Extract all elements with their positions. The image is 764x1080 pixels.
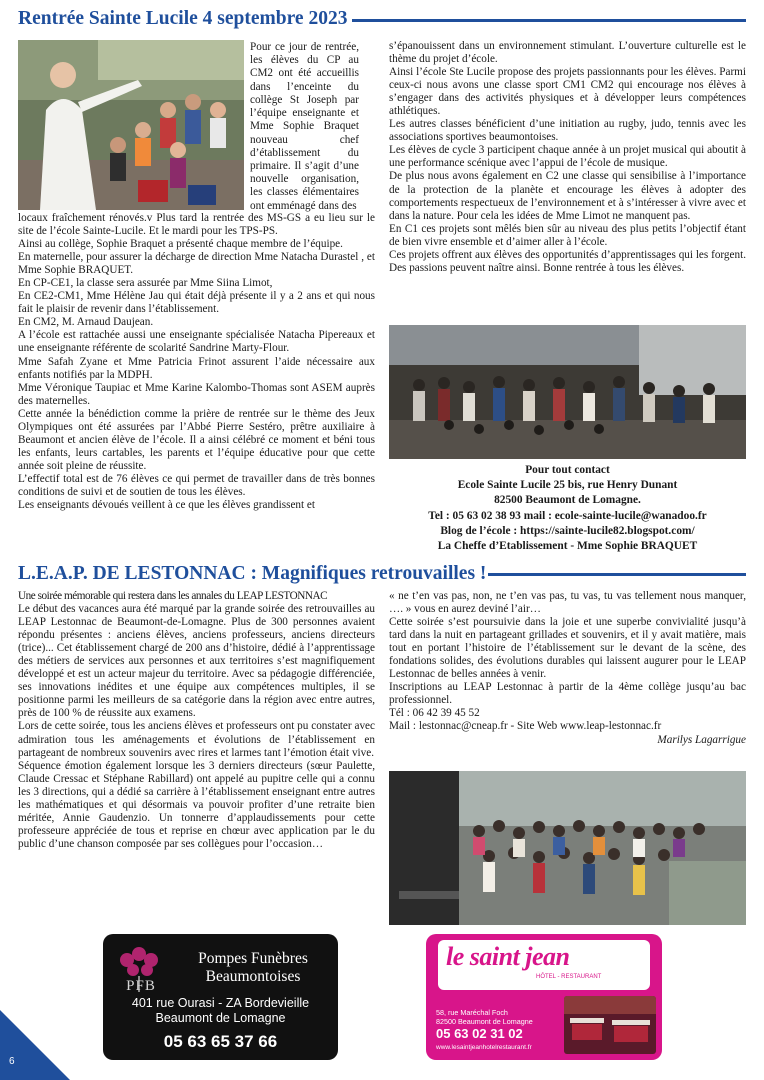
paragraph: Pour ce jour de rentrée, les élèves du CP au CM2 ont été accueillis dans l’enceinte du collège St Joseph par l’équipe enseignante et Mme Sophie Braquet nouveau chef d’établissement du primaire. Il s’agit d’une nouvelle organisation, les classes élémentaires ont emménagé dans des <box>250 41 359 212</box>
signature: Marilys Lagarrigue <box>657 733 746 746</box>
paragraph: Mme Safah Zyane et Mme Patricia Frinot assurent l’aide nécessaire aux enfants notifiés par la MDPH. <box>18 355 375 381</box>
paragraph: En CP-CE1, la classe sera assurée par Mme Siina Limot, <box>18 277 273 290</box>
contact-block <box>389 463 746 554</box>
paragraph: Cette soirée s’est poursuivie dans la joie et une superbe convivialité jusqu’à tard dans la nuit en partageant grillades et souvenirs, et il y avait matière, mais tout en portant l’histoire de l’établissement sur le devant de la scène, des fondations solides, des évolutions durables qui laissent augurer pour le LEAP Lestonnac de belles années à venir. <box>389 616 746 681</box>
article2-left-column <box>18 590 375 851</box>
paragraph: Les enseignants dévoués veillent à ce que les élèves grandissent et <box>18 499 315 512</box>
saint-jean-tagline: HÔTEL - RESTAURANT <box>536 974 602 980</box>
page-number: 6 <box>9 1056 15 1067</box>
pfb-address-line1: 401 rue Ourasi - ZA Bordevieille <box>131 996 310 1010</box>
paragraph: Les autres classes bénéficient d’une initiation au rugby, judo, tennis avec les associations sportives beaumontoises. <box>389 118 746 144</box>
paragraph: locaux fraîchement rénovés.v Plus tard la rentrée des MS-GS a eu lieu sur le site de l’école Sainte-Lucile. Et le mardi pour les TPS-PS. <box>18 212 375 238</box>
pfb-address-line2: Beaumont de Lomagne <box>155 1011 286 1025</box>
blessing-photo <box>18 40 244 210</box>
paragraph: Mail : lestonnac@cneap.fr - Site Web www.leap-lestonnac.fr <box>389 720 662 733</box>
paragraph: Cette année la bénédiction comme la prière de rentrée sur le thème des Jeux Olympiques ont été assurées par l’Abbé Pierre Sestéro, prêtre auxiliaire à Beaumont et ancien élève de l’école. Il a ainsi célébré ce moment et béni tous les enfants, leurs cartables, les parents et l’équipe éducative pour que cette année soit pleine de réussite. <box>18 407 375 472</box>
reunion-crowd-photo <box>389 771 746 925</box>
paragraph: En C1 ces projets sont mêlés bien sûr au niveau des plus petits l’objectif étant de bien vivre ensemble et d’aimer aller à l’école. <box>389 222 746 248</box>
page-corner-decoration <box>0 1010 70 1080</box>
contact-phone-mail: Tel : 05 63 02 38 93 mail : ecole-sainte-lucile@wanadoo.fr <box>428 509 707 522</box>
pfb-phone[interactable]: 05 63 65 37 66 <box>163 1032 278 1051</box>
pfb-name <box>173 950 333 986</box>
paragraph: Lors de cette soirée, tous les anciens élèves et professeurs ont pu constater avec admiration tous les aménagements et évolutions de l’établissement en partageant de nombreux souvenirs avec rires et larmes tant l’émotion était vive. <box>18 720 375 759</box>
saint-jean-ad[interactable] <box>426 934 662 1060</box>
paragraph: Séquence émotion également lorsque les 3 derniers directeurs (sœur Paulette, Claude Cressac et Stéphane Rabillard) ont appelé au pupitre celle qui a connu les 3 directions, qui a dédié sa carrière à l’établissement enseignant entre autres les mathématiques et qui désormais va pouvoir profiter d’une retraite bien méritée, Annie Gaudenzio. Un tonnerre d’applaudissements pour cette professeure appréciée de tous et reprise en chœur avec application par le du public d’une chanson composée par ses collègues pour l’occasion… <box>18 759 375 850</box>
paragraph: « ne t’en vas pas, non, ne t’en vas pas, tu vas, tu vas tellement nous manquer, …. » vous en aurez deviné l’air… <box>389 590 746 616</box>
contact-heading: Pour tout contact <box>525 464 610 476</box>
saint-jean-logo-text: le saint jean <box>446 942 570 971</box>
title-rule <box>352 19 746 22</box>
paragraph: Inscriptions au LEAP Lestonnac à partir de la 4ème collège jusqu’au bac professionnel. <box>389 681 746 707</box>
paragraph: Les élèves de cycle 3 participent chaque année à un projet musical qui aboutit à une performance scénique avec l’appui de l’école de musique. <box>389 144 746 170</box>
article1-right-column <box>389 40 746 275</box>
paragraph: Le début des vacances aura été marqué par la grande soirée des retrouvailles au LEAP Lestonnac de Beaumont-de-Lomagne. Plus de 300 personnes avaient répondu présentes : anciens élèves, anciens professeurs, anciens directeurs (trice)... Cet établissement chargé de 200 ans d’histoire, dédié à l’apprentissage des métiers de services aux personnes et aux territoires s’est magnifiquement développé et est un acteur majeur du territoire. Avec sa pédagogie différenciée, ses innovations inédites et une équipe aux compétences multiples, il se positionne parmi les meilleurs de sa catégorie dans la région avec entre autres, près de 100 % de réussite aux examens. <box>18 603 375 720</box>
paragraph: En CM2, M. Arnaud Daujean. <box>18 316 154 329</box>
saint-jean-address <box>436 1008 556 1026</box>
paragraph: Ces projets offrent aux élèves des opportunités d’apprentissages qui les forgent. Des passions peuvent naître ainsi. Bonne rentrée à tous les élèves. <box>389 248 746 274</box>
paragraph: De plus nous avons également en C2 une classe qui sensibilise à l’importance de la protection de la planète et encourage les élèves à adopter des comportements respectueux de l’environnement et à s’intéresser à vivre avec et dans la nature. Pour cela les idées de Mme Limot ne manquent pas. <box>389 170 746 222</box>
paragraph: L’effectif total est de 76 élèves ce qui permet de travailler dans de très bonnes conditions de suivi et de soutien de tous les élèves. <box>18 472 375 498</box>
school-courtyard-photo <box>389 325 746 459</box>
article1-title: Rentrée Sainte Lucile 4 septembre 2023 <box>18 8 348 29</box>
pfb-address <box>103 996 338 1026</box>
contact-blog: Blog de l’école : https://sainte-lucile82.blogspot.com/ <box>440 524 695 537</box>
saint-jean-phone[interactable]: 05 63 02 31 02 <box>436 1026 523 1041</box>
pfb-ad[interactable] <box>103 934 338 1060</box>
paragraph: A l’école est rattachée aussi une enseignante spécialisée Natacha Pipereaux et une enseignante référente de scolarité Sandrine Marty-Flour. <box>18 329 375 355</box>
paragraph: Mme Véronique Taupiac et Mme Karine Kalombo-Thomas sont ASEM auprès des maternelles. <box>18 381 375 407</box>
saint-jean-address-line2: 82500 Beaumont de Lomagne <box>436 1017 533 1026</box>
pfb-logo-text: PFB <box>126 978 156 994</box>
article1-intro-narrow <box>250 41 359 213</box>
paragraph: Ainsi au collège, Sophie Braquet a présenté chaque membre de l’équipe. <box>18 238 343 251</box>
article2-right-column <box>389 590 746 747</box>
pfb-name-line1: Pompes Funèbres <box>198 950 308 967</box>
saint-jean-restaurant-photo <box>564 996 656 1054</box>
paragraph-lead: Une soirée mémorable qui restera dans les annales du LEAP LESTONNAC <box>18 590 328 602</box>
paragraph: Tél : 06 42 39 45 52 <box>389 707 480 720</box>
saint-jean-address-line1: 58, rue Maréchal Foch <box>436 1008 508 1017</box>
pfb-name-line2: Beaumontoises <box>205 968 301 985</box>
title-rule <box>488 573 746 576</box>
contact-director: La Cheffe d’Etablissement - Mme Sophie BRAQUET <box>437 540 698 553</box>
contact-city: 82500 Beaumont de Lomagne. <box>494 494 641 507</box>
paragraph: s’épanouissent dans un environnement stimulant. L’ouverture culturelle est le thème du projet d’école. <box>389 40 746 66</box>
article2-title: L.E.A.P. DE LESTONNAC : Magnifiques retrouvailles ! <box>18 563 487 584</box>
paragraph: En CE2-CM1, Mme Hélène Jau qui était déjà présente il y a 2 ans et qui nous fait le plaisir de revenir dans l’établissement. <box>18 290 375 316</box>
paragraph: En maternelle, pour assurer la décharge de direction Mme Natacha Durastel , et Mme Sophie BRAQUET. <box>18 251 375 277</box>
contact-address: Ecole Sainte Lucile 25 bis, rue Henry Dunant <box>457 479 678 492</box>
paragraph: Ainsi l’école Ste Lucile propose des projets passionnants pour les élèves. Parmi ceux-ci nous avons une classe sport CM1 CM2 qui encourage nos élèves à s’engager dans des activités physiques et à développer leurs compétences athlétiques. <box>389 66 746 118</box>
article1-left-column <box>18 212 375 512</box>
saint-jean-web[interactable]: www.lesaintjeanhotelrestaurant.fr <box>436 1044 532 1051</box>
